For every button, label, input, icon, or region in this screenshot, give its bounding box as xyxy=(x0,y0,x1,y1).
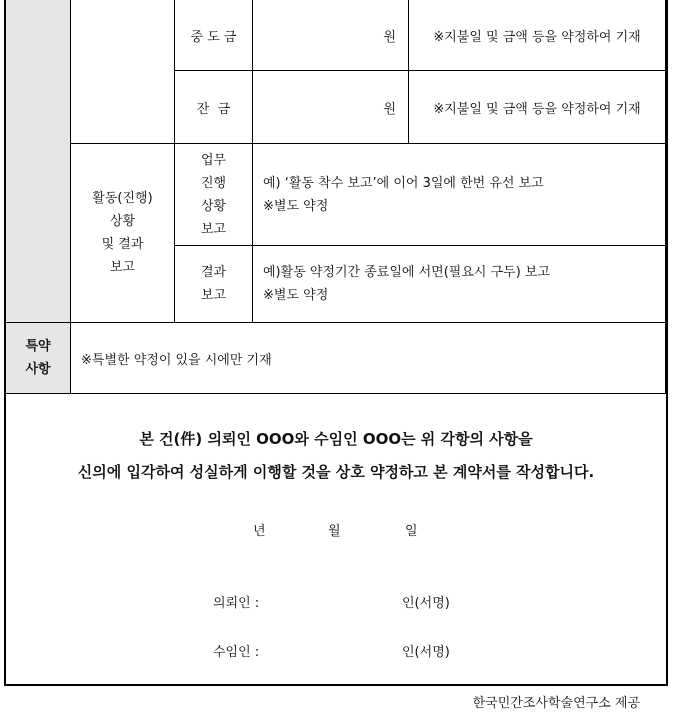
date-day: 일 xyxy=(405,524,418,539)
progress-report-text: 예) ‘활동 착수 보고’에 이어 3일에 한번 유선 보고 ※별도 약정 xyxy=(253,144,666,246)
date-year: 년 xyxy=(253,524,266,539)
balance-note: ※지불일 및 금액 등을 약정하여 기재 xyxy=(409,71,666,144)
middle-payment-note: ※지불일 및 금액 등을 약정하여 기재 xyxy=(409,0,666,71)
date-month: 월 xyxy=(328,524,341,539)
progress-report-label: 업무 진행 상황 보고 xyxy=(175,144,253,246)
agreement-statement-line1: 본 건(件) 의뢰인 OOO와 수임인 OOO는 위 각항의 사항을 xyxy=(139,430,533,448)
result-report-text: 예)활동 약정기간 종료일에 서면(필요시 구두) 보고 ※별도 약정 xyxy=(253,246,666,323)
balance-amount: 원 xyxy=(253,71,409,144)
agent-seal: 인(서명) xyxy=(402,645,450,660)
middle-payment-label: 중 도 금 xyxy=(175,0,253,71)
activity-report-label: 활동(진행) 상황 및 결과 보고 xyxy=(71,144,175,323)
special-terms-label: 특약 사항 xyxy=(6,323,71,394)
payment-label-cell xyxy=(71,0,175,144)
client-seal: 인(서명) xyxy=(402,596,450,611)
client-signature-label: 의뢰인 : xyxy=(213,596,260,611)
source-credit: 한국민간조사학술연구소 제공 xyxy=(472,696,640,711)
balance-label: 잔 금 xyxy=(175,71,253,144)
left-category-column xyxy=(6,0,71,323)
result-report-label: 결과 보고 xyxy=(175,246,253,323)
special-terms-text: ※특별한 약정이 있을 시에만 기재 xyxy=(71,323,666,394)
agent-signature-label: 수임인 : xyxy=(213,645,260,660)
middle-payment-amount: 원 xyxy=(253,0,409,71)
agreement-statement-line2: 신의에 입각하여 성실하게 이행할 것을 상호 약정하고 본 계약서를 작성합니다. xyxy=(77,463,595,481)
